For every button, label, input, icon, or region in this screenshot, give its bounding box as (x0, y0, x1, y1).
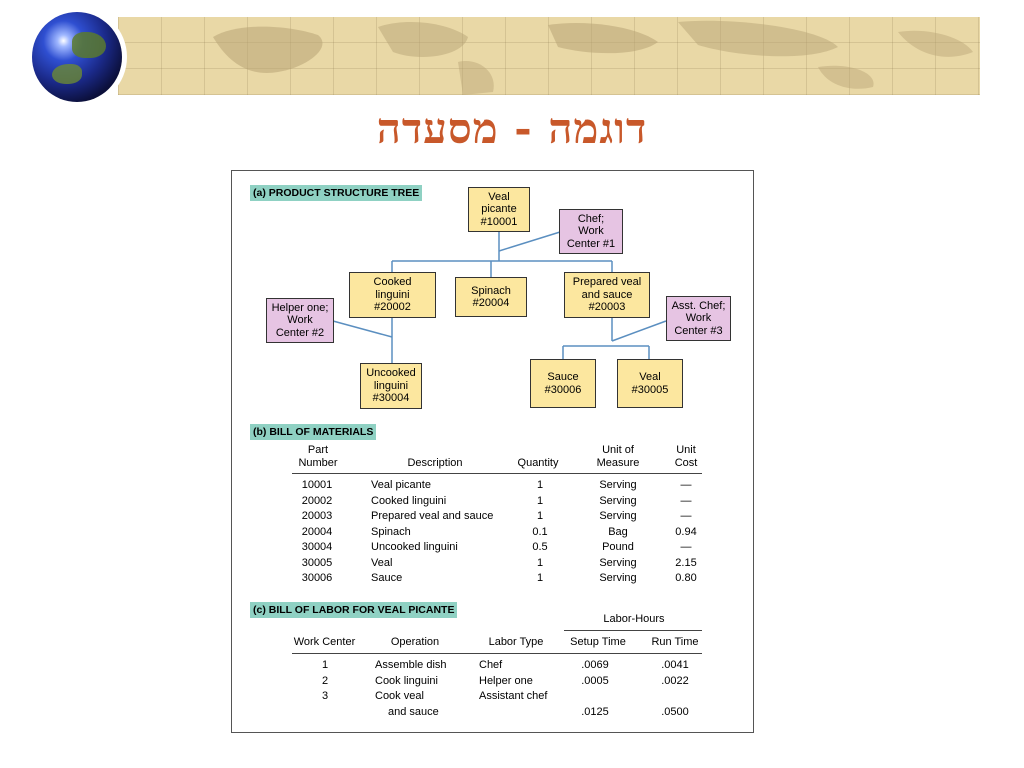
bol-cell-work-center: 2 (321, 675, 329, 687)
bom-header-rule (292, 473, 702, 474)
bom-cell-quantity: 1 (536, 494, 544, 507)
bol-cell-operation: Cook veal (375, 690, 424, 702)
node-veal-picante: Veal picante #10001 (468, 187, 530, 232)
bom-cell-unit-cost: — (680, 510, 692, 522)
bom-cell-unit-of-measure: Serving (599, 494, 637, 507)
bom-cell-unit-of-measure: Serving (599, 556, 637, 569)
bom-cell-unit-of-measure: Bag (608, 525, 628, 538)
bom-cell-unit-cost: — (680, 494, 692, 507)
bom-cell-description: Sauce (371, 572, 403, 584)
bol-header-setup-time: Setup Time (570, 636, 626, 648)
node-cooked-linguini: Cooked linguini #20002 (349, 272, 436, 318)
bom-cell-description: Cooked linguini (371, 494, 447, 507)
bom-header-quantity: Quantity (517, 457, 559, 469)
bol-cell-setup-time: .0125 (581, 706, 609, 718)
node-uncooked-linguini: Uncooked linguini #30004 (360, 363, 422, 409)
bol-cell-operation: Assemble dish (375, 659, 447, 671)
bom-cell-description: Veal picante (371, 479, 431, 491)
bol-header-work-center: Work Center (293, 636, 356, 648)
bom-cell-unit-of-measure: Pound (602, 541, 634, 553)
bom-header-part-number: Part Number (298, 444, 338, 469)
bom-cell-unit-cost: — (680, 479, 692, 491)
tree-section-label: (a) PRODUCT STRUCTURE TREE (250, 185, 422, 201)
bom-cell-quantity: 1 (536, 572, 544, 584)
bol-cell-work-center: 1 (321, 659, 329, 671)
globe-icon (32, 12, 122, 102)
bom-cell-part: 20002 (301, 494, 333, 507)
bom-cell-description: Prepared veal and sauce (371, 510, 494, 522)
bom-cell-unit-cost: 2.15 (675, 556, 697, 569)
bol-cell-setup-time: .0005 (581, 675, 609, 687)
bom-cell-description: Spinach (371, 525, 411, 538)
bom-cell-quantity: 1 (536, 479, 544, 491)
bom-cell-unit-cost: 0.80 (675, 572, 697, 584)
bol-cell-run-time: .0041 (661, 659, 689, 671)
node-asst-chef: Asst. Chef; Work Center #3 (666, 296, 731, 341)
bol-section-label: (c) BILL OF LABOR FOR VEAL PICANTE (250, 602, 457, 618)
bom-cell-quantity: 1 (536, 510, 544, 522)
bom-cell-part: 30004 (301, 541, 333, 553)
node-veal: Veal #30005 (617, 359, 683, 408)
bol-cell-run-time: .0022 (661, 675, 689, 687)
bom-cell-unit-cost: — (680, 541, 692, 553)
bol-cell-operation: Cook linguini (375, 675, 438, 687)
world-map-graphic (118, 17, 980, 95)
node-spinach: Spinach #20004 (455, 277, 527, 317)
node-chef: Chef; Work Center #1 (559, 209, 623, 254)
bom-cell-description: Veal (371, 556, 393, 569)
map-banner (118, 17, 980, 95)
bol-cell-run-time: .0500 (661, 706, 689, 718)
bol-header-rule (292, 653, 702, 654)
node-sauce: Sauce #30006 (530, 359, 596, 408)
figure-panel (231, 170, 754, 733)
bom-cell-part: 20004 (301, 525, 333, 538)
node-helper-one: Helper one; Work Center #2 (266, 298, 334, 343)
bom-cell-unit-of-measure: Serving (599, 479, 637, 491)
bom-cell-unit-cost: 0.94 (675, 525, 697, 538)
bol-cell-setup-time: .0069 (581, 659, 609, 671)
bom-cell-part: 30005 (301, 556, 333, 569)
bol-cell-operation-continued: and sauce (388, 706, 439, 718)
bom-cell-quantity: 1 (536, 556, 544, 569)
bom-cell-description: Uncooked linguini (371, 541, 458, 553)
bol-cell-work-center: 3 (321, 690, 329, 702)
bol-header-run-time: Run Time (651, 636, 699, 648)
bom-cell-quantity: 0.1 (532, 525, 548, 538)
bom-cell-part: 10001 (301, 479, 333, 491)
bol-cell-labor-type: Helper one (479, 675, 533, 687)
bol-header-labor-type: Labor Type (488, 636, 544, 648)
bol-cell-labor-type: Chef (479, 659, 503, 671)
bom-cell-unit-of-measure: Serving (599, 510, 637, 522)
bol-header-operation: Operation (390, 636, 440, 648)
bom-header-unit-of-measure: Unit of Measure (596, 444, 640, 469)
node-prepared-veal: Prepared veal and sauce #20003 (564, 272, 650, 318)
bom-header-unit-cost: Unit Cost (674, 444, 698, 469)
bol-cell-labor-type: Assistant chef (479, 690, 548, 702)
slide-title: דוגמה - מסעדה (376, 104, 648, 153)
bom-cell-unit-of-measure: Serving (599, 572, 637, 584)
bom-section-label: (b) BILL OF MATERIALS (250, 424, 376, 440)
bol-group-rule (564, 630, 702, 631)
bom-header-description: Description (407, 457, 463, 469)
bom-cell-quantity: 0.5 (532, 541, 548, 553)
bom-cell-part: 20003 (301, 510, 333, 522)
bom-cell-part: 30006 (301, 572, 333, 584)
bol-group-header: Labor-Hours (603, 613, 665, 625)
